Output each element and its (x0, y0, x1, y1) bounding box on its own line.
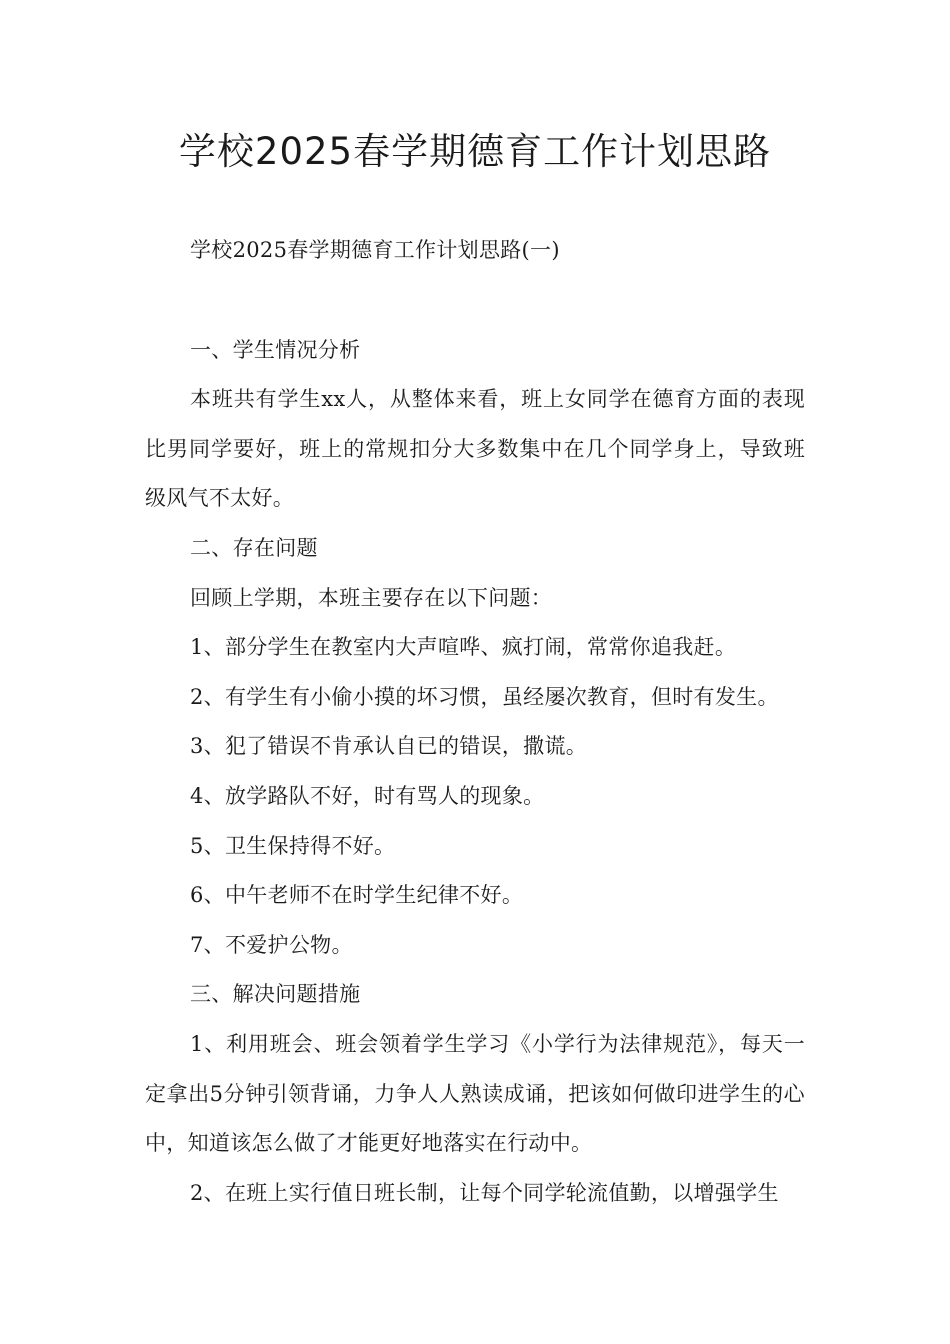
document-body (145, 226, 805, 1218)
list-item: 1、部分学生在教室内大声喧哗、疯打闹，常常你追我赶。 (190, 635, 737, 660)
paragraph: 回顾上学期，本班主要存在以下问题： (190, 585, 553, 610)
list-item: 2、在班上实行值日班长制，让每个同学轮流值勤，以增强学生 (190, 1180, 779, 1205)
document-subtitle: 学校2025春学期德育工作计划思路(一) (190, 238, 560, 262)
section-heading: 三、解决问题措施 (190, 982, 361, 1007)
section-heading: 一、学生情况分析 (190, 337, 361, 362)
section-heading: 二、存在问题 (190, 535, 318, 560)
list-item: 1、利用班会、班会领着学生学习《小学行为法律规范》，每天一定拿出5分钟引领背诵，力争人人熟读成诵，把该如何做印进学生的心中，知道该怎么做了才能更好地落实在行动中。 (145, 1031, 805, 1156)
list-item: 4、放学路队不好，时有骂人的现象。 (190, 783, 545, 808)
list-item: 2、有学生有小偷小摸的坏习惯，虽经屡次教育，但时有发生。 (190, 684, 779, 709)
paragraph: 本班共有学生xx人，从整体来看，班上女同学在德育方面的表现比男同学要好，班上的常规扣分大多数集中在几个同学身上，导致班级风气不太好。 (145, 387, 805, 511)
document-title: 学校2025春学期德育工作计划思路 (178, 130, 772, 173)
list-item: 5、卫生保持得不好。 (190, 833, 396, 858)
list-item: 7、不爱护公物。 (190, 932, 353, 957)
list-item: 3、犯了错误不肯承认自已的错误，撒谎。 (190, 734, 588, 759)
list-item: 6、中午老师不在时学生纪律不好。 (190, 883, 524, 908)
